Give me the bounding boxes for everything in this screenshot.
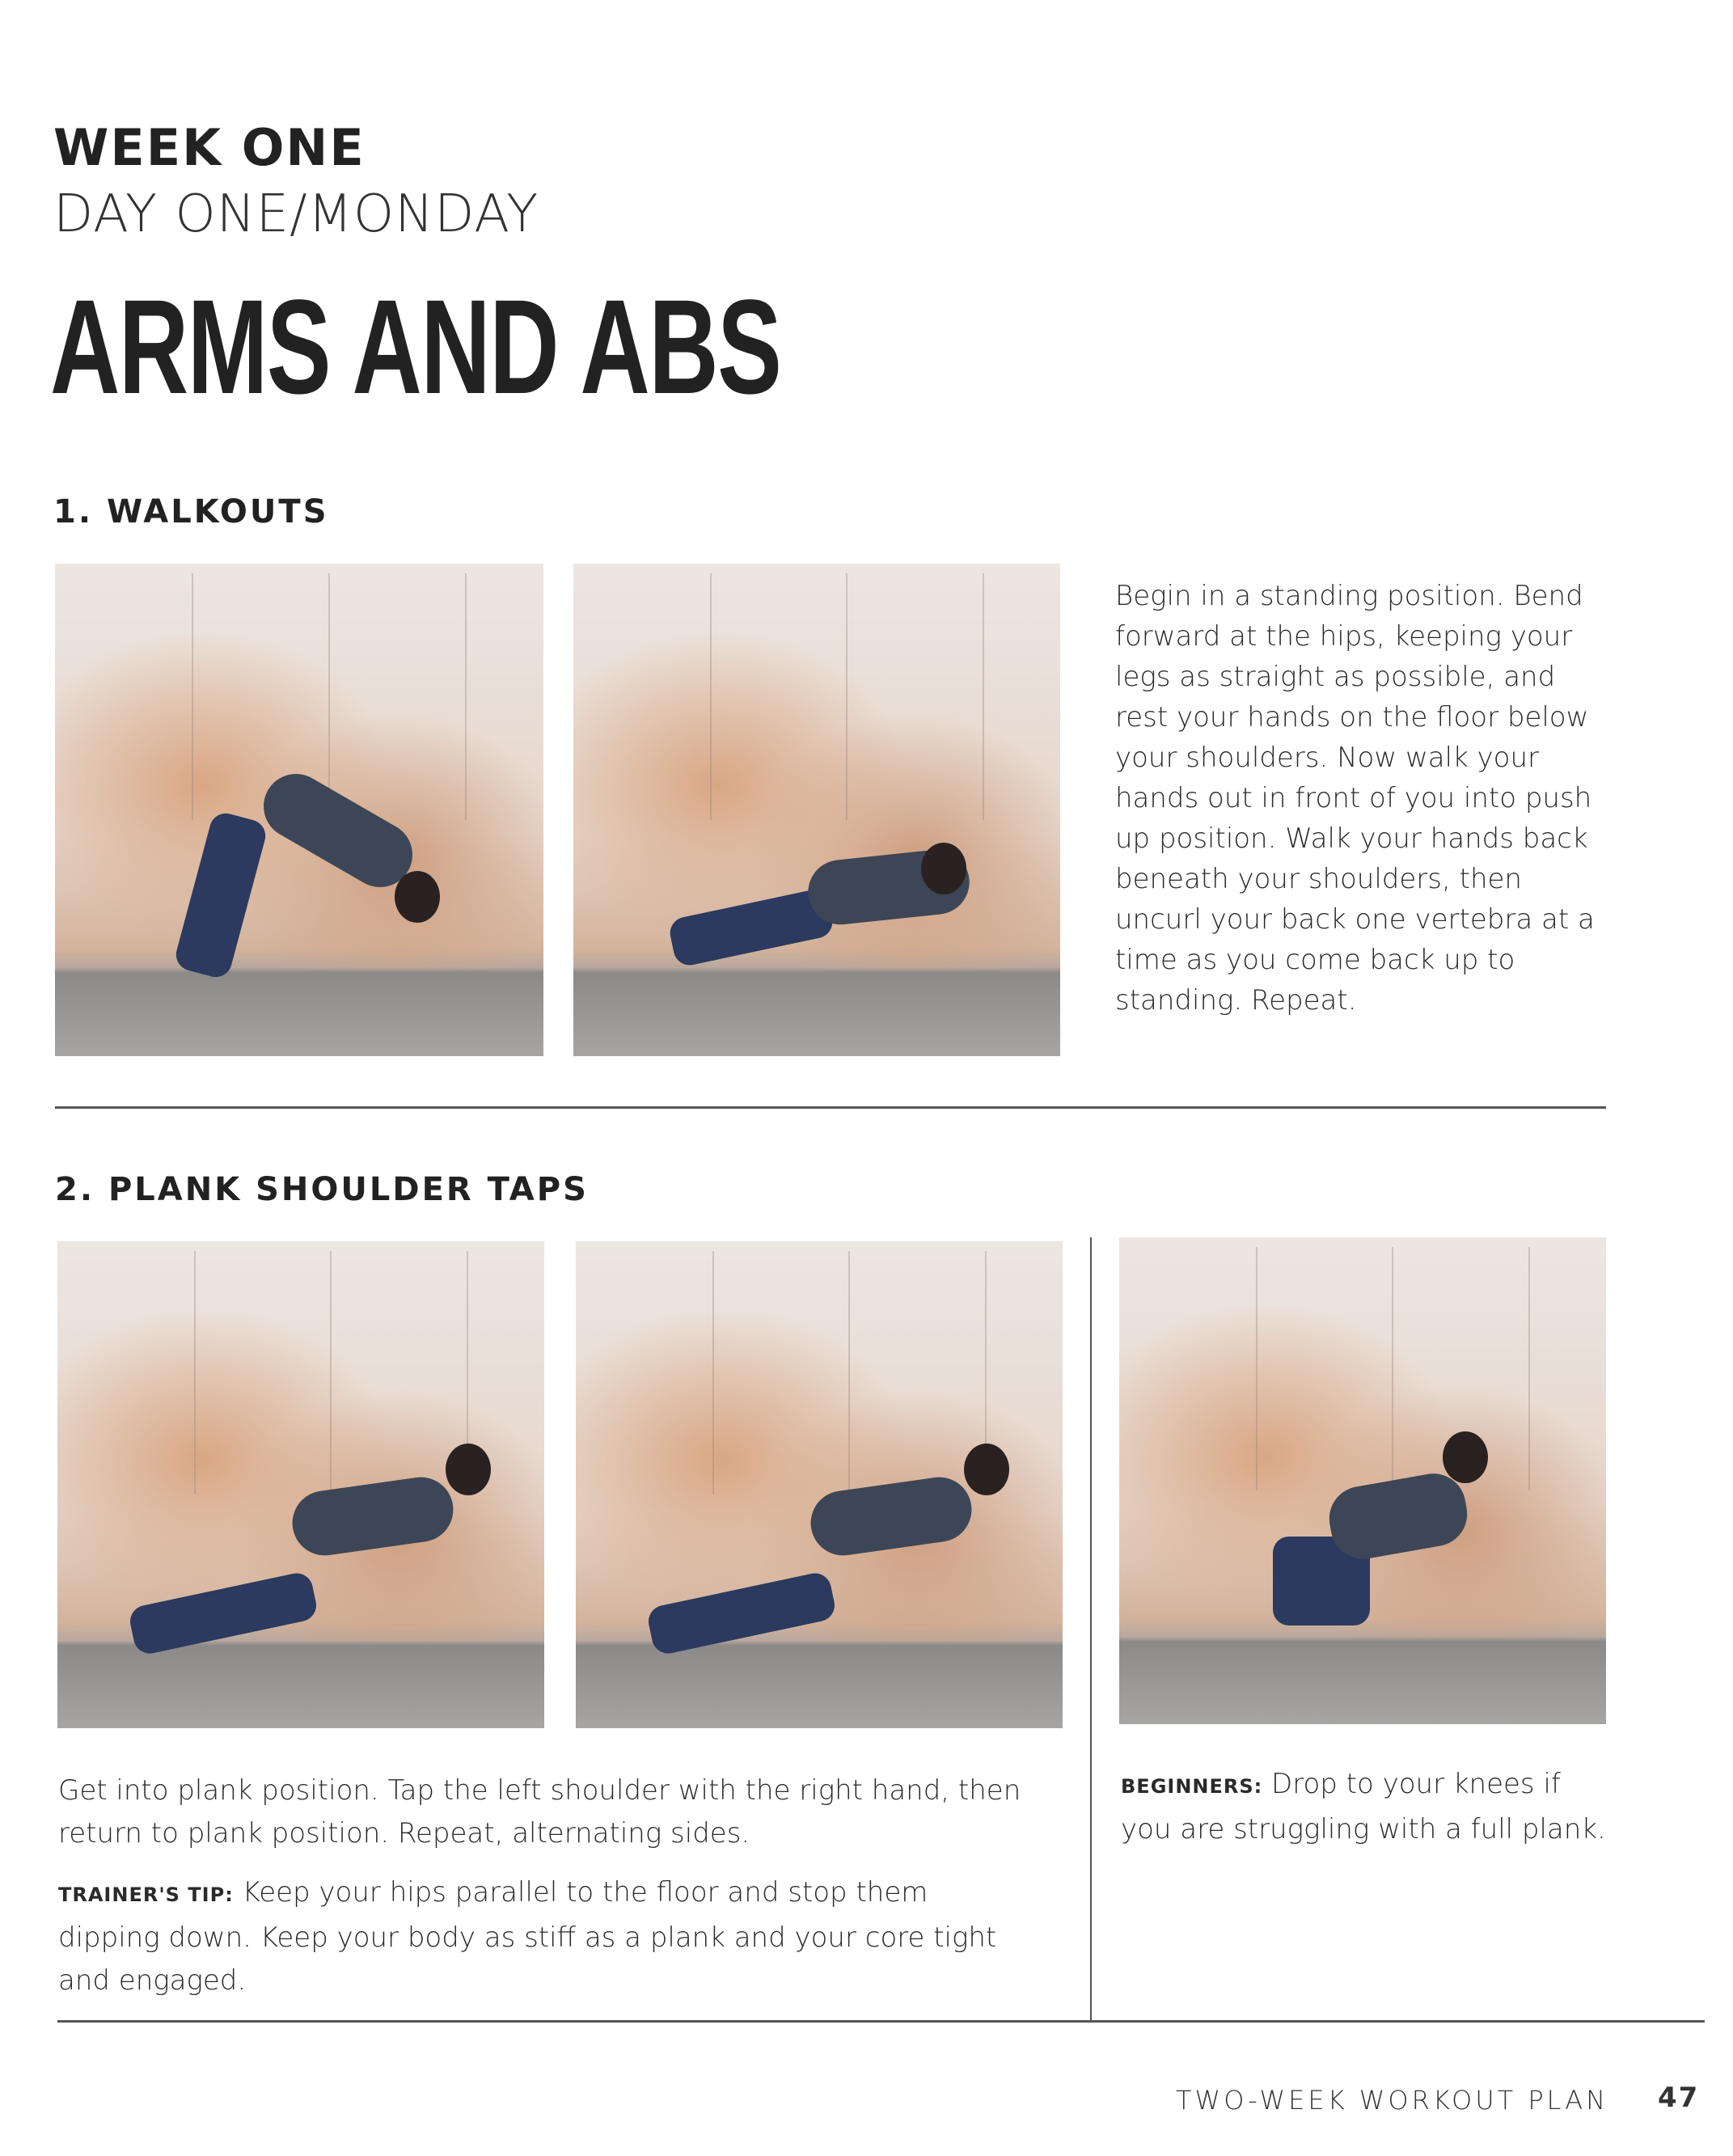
exercise-heading-plank-shoulder-taps: 2. PLANK SHOULDER TAPS: [55, 1171, 589, 1208]
plank-taps-photo-1: [57, 1241, 544, 1728]
walkouts-photo-1: [55, 564, 543, 1056]
exercise-heading-walkouts: 1. WALKOUTS: [53, 493, 329, 531]
page-title: ARMS AND ABS: [50, 273, 781, 422]
section-divider: [55, 1106, 1606, 1109]
beginners-text: Drop to your knees if you are struggling with a full plank.: [1121, 1768, 1606, 1845]
walkouts-photo-2: [573, 564, 1060, 1056]
plank-taps-beginner-photo: [1119, 1237, 1606, 1724]
footer-section-title: TWO-WEEK WORKOUT PLAN: [1176, 2085, 1609, 2116]
plank-taps-photo-2: [576, 1241, 1063, 1728]
walkouts-description: Begin in a standing position. Bend forward at the hips, keeping your legs as straight as possible, and rest your hands on the floor below your shoulders. Now walk your hands out in front of you into push up position. Walk your hands back beneath your shoulders, then uncurl your back one vertebra at a time as you come back up to standing. Repeat.: [1115, 580, 1595, 1017]
beginners-note: [1121, 1763, 1606, 1851]
column-divider: [1090, 1237, 1092, 2020]
trainers-tip: [58, 1871, 1029, 2002]
day-label: DAY ONE/MONDAY: [53, 184, 539, 244]
week-label: WEEK ONE: [53, 118, 366, 177]
trainers-tip-text: Keep your hips parallel to the floor and stop them dipping down. Keep your body as stiff as a plank and your core tight and engaged.: [58, 1876, 997, 1997]
trainers-tip-label: TRAINER'S TIP:: [58, 1883, 234, 1906]
beginners-label: BEGINNERS:: [1121, 1775, 1263, 1798]
bottom-divider: [57, 2020, 1705, 2023]
page-number: 47: [1658, 2082, 1700, 2114]
plank-taps-description: Get into plank position. Tap the left shoulder with the right hand, then return to plank position. Repeat, alternating sides.: [58, 1774, 1021, 1850]
